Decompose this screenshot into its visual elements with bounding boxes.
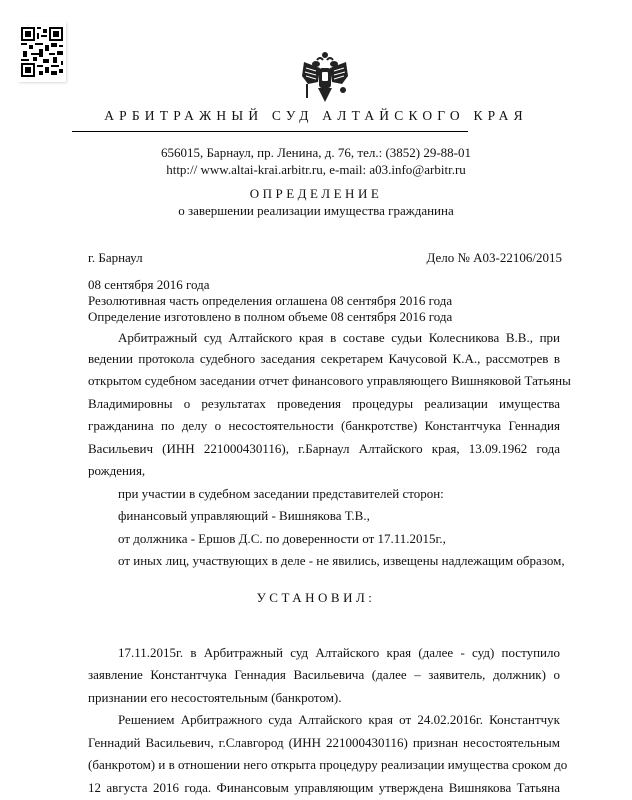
paragraph-line: заявление Константчука Геннадия Васильевича (далее – заявитель, должник) о xyxy=(88,667,560,682)
intro-line: Арбитражный суд Алтайского края в составе судьи Колесникова В.В., при xyxy=(118,330,560,345)
established-heading: УСТАНОВИЛ: xyxy=(256,590,376,605)
qr-code-icon xyxy=(21,27,63,77)
paragraph-line: (банкротом) и в отношении него открыта процедуру реализации имущества сроком до xyxy=(88,757,568,772)
participant-financial-manager: финансовый управляющий - Вишнякова Т.В., xyxy=(118,508,370,523)
court-address: 656015, Барнаул, пр. Ленина, д. 76, тел.: (3852) 29-88-01 xyxy=(160,145,472,160)
participant-others: от иных лиц, участвующих в деле - не явились, извещены надлежащим образом, xyxy=(118,553,565,568)
intro-line: рождения, xyxy=(88,463,146,478)
city: г. Барнаул xyxy=(88,250,143,265)
case-number: Дело № А03-22106/2015 xyxy=(426,250,562,265)
full-text-date: Определение изготовлено в полном объеме 08 сентября 2016 года xyxy=(88,309,453,324)
participants-intro: при участии в судебном заседании представителей сторон: xyxy=(118,486,444,501)
document-type: ОПРЕДЕЛЕНИЕ xyxy=(249,186,383,201)
paragraph-line: Решением Арбитражного суда Алтайского края от 24.02.2016г. Константчук xyxy=(118,712,560,727)
paragraph-line: 12 августа 2016 года. Финансовым управляющим утверждена Вишнякова Татьяна xyxy=(88,780,560,795)
participant-debtor-rep: от должника - Ершов Д.С. по доверенности от 17.11.2015г., xyxy=(118,531,446,546)
court-contacts: http:// www.altai-krai.arbitr.ru, e-mail: a03.info@arbitr.ru xyxy=(166,162,466,177)
intro-line: Васильевич (ИНН 221000430116), г.Барнаул Алтайского края, 13.09.1962 года xyxy=(88,441,560,456)
intro-line: Владимировны о результатах проведения процедуры реализации имущества xyxy=(88,396,560,411)
court-name: АРБИТРАЖНЫЙ СУД АЛТАЙСКОГО КРАЯ xyxy=(104,108,528,123)
document-subtitle: о завершении реализации имущества гражданина xyxy=(178,203,454,218)
intro-line: ведении протокола судебного заседания секретарем Качусовой К.А., рассмотрев в xyxy=(88,351,560,366)
intro-line: открытом судебном заседании отчет финансового управляющего Вишняковой Татьяны xyxy=(88,373,571,388)
resolution-announced: Резолютивная часть определения оглашена 08 сентября 2016 года xyxy=(88,293,453,308)
coat-of-arms-emblem xyxy=(300,50,350,106)
paragraph-line: 17.11.2015г. в Арбитражный суд Алтайского края (далее - суд) поступило xyxy=(118,645,560,660)
paragraph-line: Геннадий Васильевич, г.Славгород (ИНН 221000430116) признан несостоятельным xyxy=(88,735,560,750)
intro-line: гражданина по делу о несостоятельности (банкротстве) Константчука Геннадия xyxy=(88,418,560,433)
qr-code xyxy=(18,22,66,82)
document-date: 08 сентября 2016 года xyxy=(88,277,210,292)
paragraph-line: признании его несостоятельным (банкротом). xyxy=(88,690,342,705)
double-headed-eagle-icon xyxy=(300,50,350,106)
header-divider xyxy=(72,131,468,132)
